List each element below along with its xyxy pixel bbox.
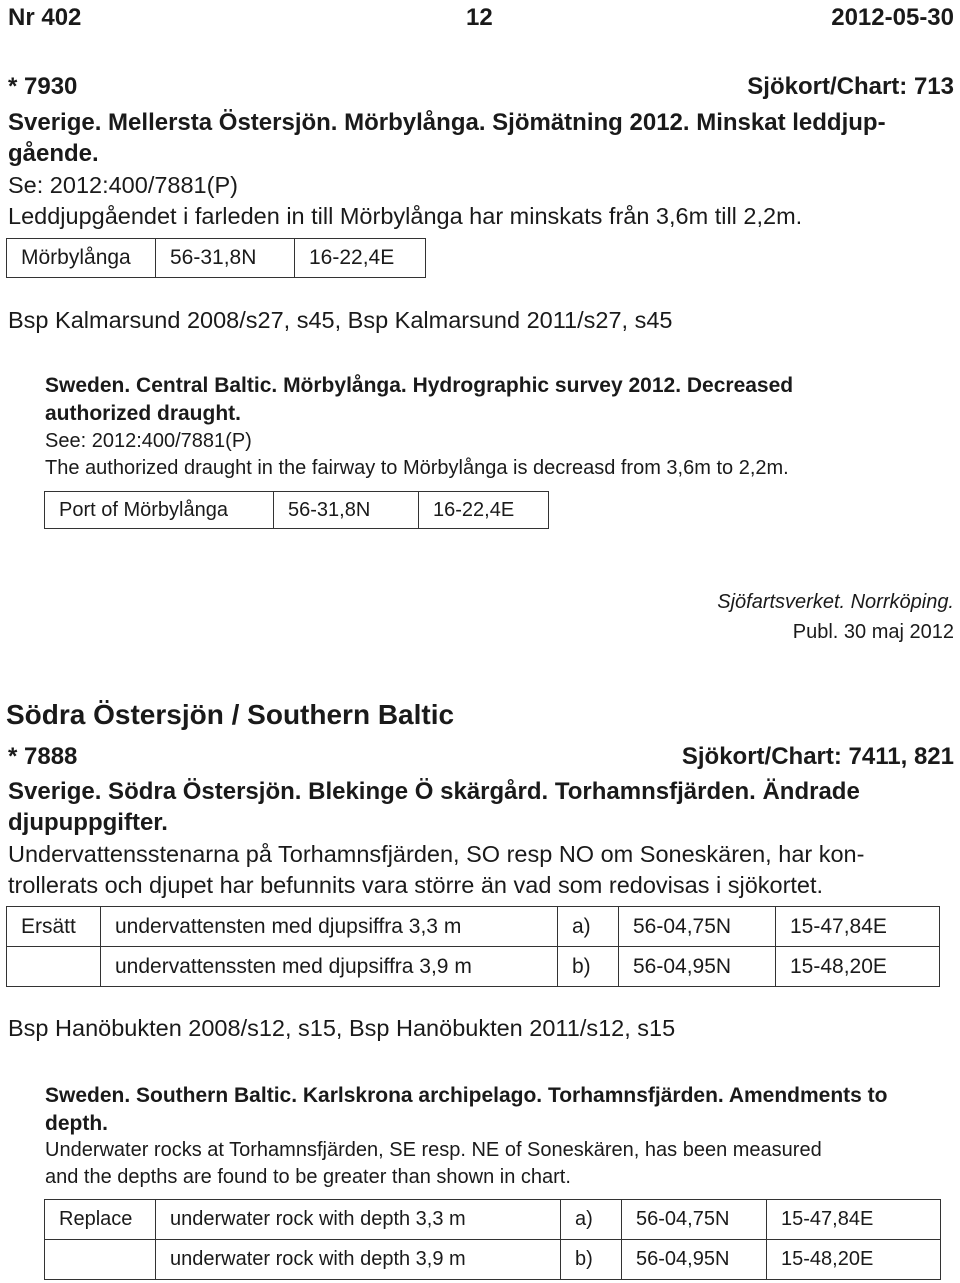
ref-cell: b) bbox=[558, 947, 619, 987]
notice-body-en: The authorized draught in the fairway to Mörbylånga is decreasd from 3,6m to 2,2m. bbox=[45, 457, 789, 479]
notice-title-sv-cont: gående. bbox=[8, 140, 99, 167]
chart-reference: Sjökort/Chart: 7411, 821 bbox=[681, 743, 954, 770]
bsp-reference-sv: Bsp Kalmarsund 2008/s27, s45, Bsp Kalmarsund 2011/s27, s45 bbox=[8, 307, 673, 333]
action-cell bbox=[45, 1240, 156, 1280]
longitude-cell: 15-47,84E bbox=[776, 907, 940, 947]
notice-body-en-cont: and the depths are found to be greater than shown in chart. bbox=[45, 1166, 571, 1188]
notice-title-sv: Sverige. Södra Östersjön. Blekinge Ö skärgård. Torhamnsfjärden. Ändrade bbox=[8, 778, 860, 805]
reference-sv: Se: 2012:400/7881(P) bbox=[8, 172, 238, 198]
action-cell bbox=[7, 947, 101, 987]
table-row bbox=[7, 947, 940, 987]
page-number: 12 bbox=[466, 4, 493, 31]
action-cell: Ersätt bbox=[7, 907, 101, 947]
notice-title-sv: Sverige. Mellersta Östersjön. Mörbylånga. Sjömätning 2012. Minskat leddjup- bbox=[8, 109, 886, 136]
notice-body-sv-cont: trollerats och djupet har befunnits vara större än vad som redovisas i sjökortet. bbox=[8, 872, 824, 898]
ref-cell: a) bbox=[558, 907, 619, 947]
table-row bbox=[45, 1240, 941, 1280]
notice-body-sv: Leddjupgåendet i farleden in till Mörbylånga har minskats från 3,6m till 2,2m. bbox=[8, 203, 803, 229]
description-cell: underwater rock with depth 3,9 m bbox=[156, 1240, 561, 1280]
publication-date: Publ. 30 maj 2012 bbox=[792, 621, 954, 643]
table-row bbox=[45, 492, 549, 529]
replacement-table-sv bbox=[6, 906, 940, 987]
longitude-cell: 15-48,20E bbox=[776, 947, 940, 987]
publisher: Sjöfartsverket. Norrköping. bbox=[717, 591, 954, 613]
longitude-cell: 16-22,4E bbox=[295, 239, 426, 278]
chart-reference: Sjökort/Chart: 713 bbox=[747, 73, 954, 100]
notice-number: * 7888 bbox=[8, 743, 78, 770]
latitude-cell: 56-04,95N bbox=[622, 1240, 767, 1280]
notice-title-en-cont: depth. bbox=[45, 1112, 108, 1135]
latitude-cell: 56-31,8N bbox=[156, 239, 295, 278]
longitude-cell: 16-22,4E bbox=[419, 492, 549, 529]
table-row bbox=[45, 1200, 941, 1240]
latitude-cell: 56-31,8N bbox=[274, 492, 419, 529]
notice-title-sv-cont: djupuppgifter. bbox=[8, 809, 168, 836]
position-table-en bbox=[44, 491, 549, 529]
place-cell: Port of Mörbylånga bbox=[45, 492, 274, 529]
replacement-table-en bbox=[44, 1199, 941, 1280]
description-cell: undervattenssten med djupsiffra 3,9 m bbox=[101, 947, 558, 987]
section-title: Södra Östersjön / Southern Baltic bbox=[6, 699, 455, 730]
table-row bbox=[7, 239, 426, 278]
description-cell: undervattensten med djupsiffra 3,3 m bbox=[101, 907, 558, 947]
ref-cell: a) bbox=[561, 1200, 622, 1240]
issue-date: 2012-05-30 bbox=[831, 4, 954, 31]
position-table-sv bbox=[6, 238, 426, 278]
reference-en: See: 2012:400/7881(P) bbox=[45, 430, 252, 452]
notice-title-en-cont: authorized draught. bbox=[45, 402, 241, 425]
notice-body-sv: Undervattensstenarna på Torhamnsfjärden, SO resp NO om Soneskären, har kon- bbox=[8, 841, 865, 867]
latitude-cell: 56-04,75N bbox=[619, 907, 776, 947]
longitude-cell: 15-48,20E bbox=[767, 1240, 941, 1280]
latitude-cell: 56-04,95N bbox=[619, 947, 776, 987]
notice-title-en: Sweden. Southern Baltic. Karlskrona archipelago. Torhamnsfjärden. Amendments to bbox=[45, 1084, 888, 1107]
table-row bbox=[7, 907, 940, 947]
issue-number: Nr 402 bbox=[8, 4, 82, 31]
ref-cell: b) bbox=[561, 1240, 622, 1280]
longitude-cell: 15-47,84E bbox=[767, 1200, 941, 1240]
notice-number: * 7930 bbox=[8, 73, 78, 100]
latitude-cell: 56-04,75N bbox=[622, 1200, 767, 1240]
notice-title-en: Sweden. Central Baltic. Mörbylånga. Hydrographic survey 2012. Decreased bbox=[45, 374, 794, 397]
place-cell: Mörbylånga bbox=[7, 239, 156, 278]
bsp-reference-sv: Bsp Hanöbukten 2008/s12, s15, Bsp Hanöbukten 2011/s12, s15 bbox=[8, 1015, 676, 1041]
action-cell: Replace bbox=[45, 1200, 156, 1240]
notice-body-en: Underwater rocks at Torhamnsfjärden, SE resp. NE of Soneskären, has been measured bbox=[45, 1139, 822, 1161]
description-cell: underwater rock with depth 3,3 m bbox=[156, 1200, 561, 1240]
